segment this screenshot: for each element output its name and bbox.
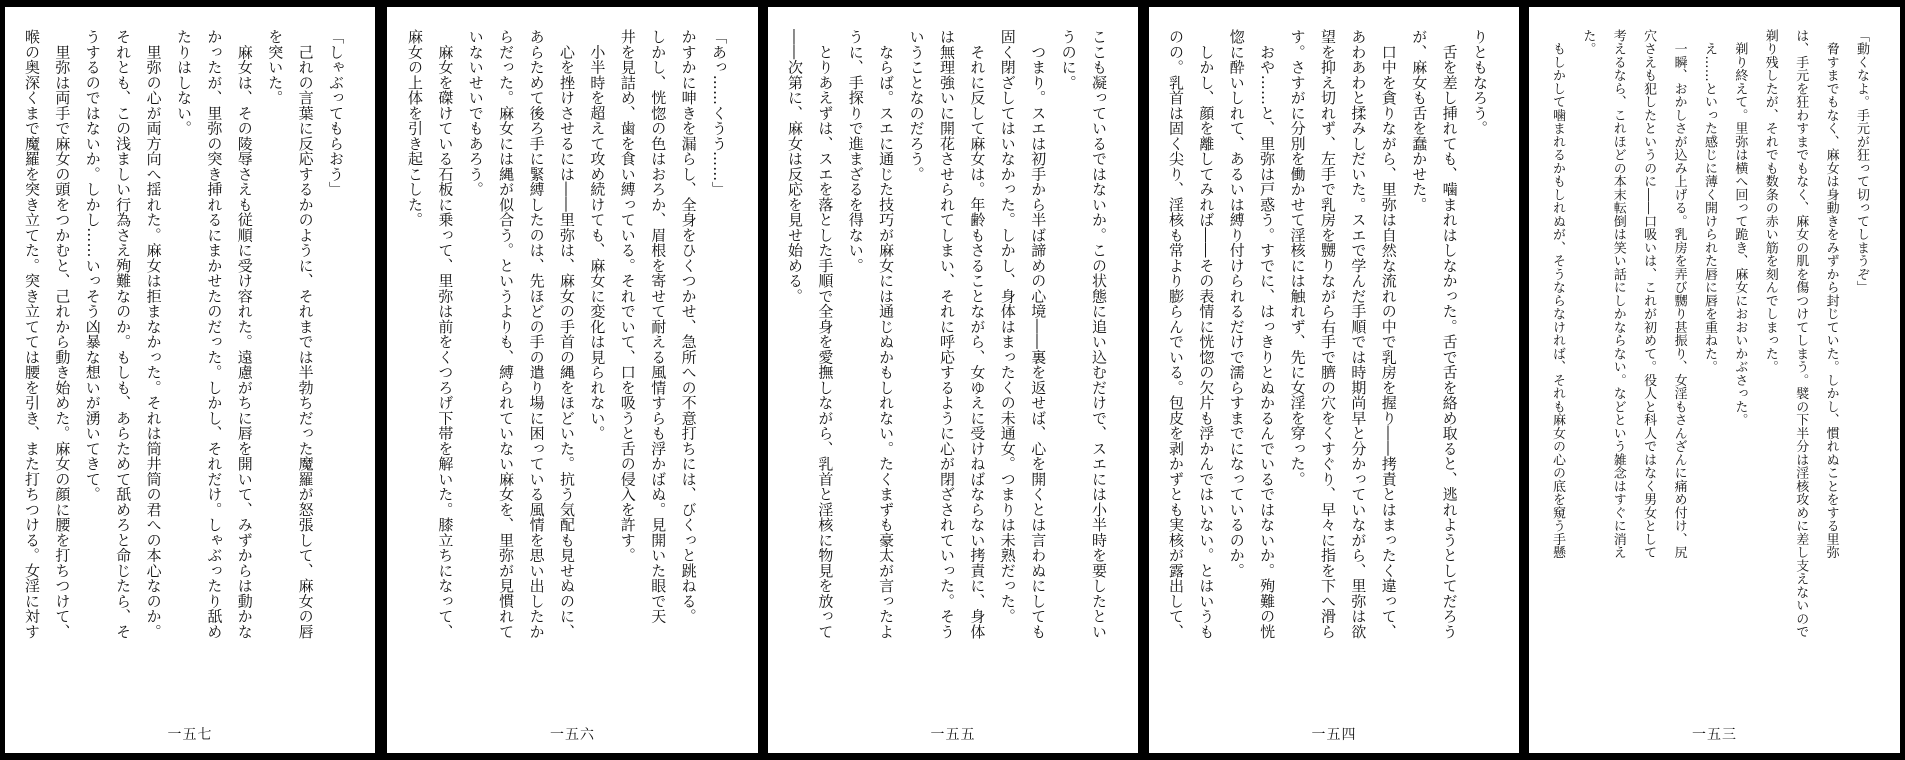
text-line: りともなろう。 xyxy=(1471,29,1489,136)
page-157 xyxy=(5,7,375,753)
text-line: 己れの言葉に反応するかのように、それまでは半勃ちだった魔羅が怒張して、麻女の唇 xyxy=(296,29,315,639)
text-line: ならば。スエに通じた技巧が麻女には通じぬかもしれない。たくまずも豪太が言ったよ xyxy=(877,29,896,639)
text-line: 喉の奥深くまで魔羅を突き立てた。突き立てては腰を引き、また打ちつける。女淫に対す xyxy=(22,29,41,639)
text-line: 「動くなよ。手元が狂って切ってしまうぞ」 xyxy=(1854,29,1869,294)
page-number: 一五四 xyxy=(1311,727,1357,743)
text-line: 麻女の上体を引き起こした。 xyxy=(405,29,424,228)
text-line: しかし、恍惚の色はおろか、眉根を寄せて耐える風情すらも浮かばぬ。見開いた眼で天 xyxy=(649,29,668,624)
text-line: あわあわと揉みしだいた。スエで学んだ手順では時期尚早と分かっていながら、里弥は欲 xyxy=(1349,29,1368,639)
page-154-text xyxy=(1161,29,1495,639)
text-line: 一瞬、おかしさが込み上げる。乳房を弄び嬲り甚振り、女淫もさんざんに痛め付け、尻 xyxy=(1671,29,1687,559)
page-153-text xyxy=(1542,29,1876,639)
text-line: とりあえずは、スエを落とした手順で全身を愛撫しながら、乳首と淫核に物見を放って xyxy=(816,29,835,639)
text-line: たりはしない。 xyxy=(174,29,193,136)
text-line: は無理強いに開花させられてしまい、それに呼応するように心が閉ざされていった。そう xyxy=(937,29,956,639)
text-line: 剃り残したが、それでも数条の赤い筋を刻んでしまった。 xyxy=(1762,29,1778,374)
page-156 xyxy=(387,7,758,753)
text-line: 麻女を磔けている石板に乗って、里弥は前をくつろげ下帯を解いた。膝立ちになって、 xyxy=(436,29,455,639)
text-line: しかし、顔を離してみれば――その表情に恍惚の欠片も浮かんではいない。とはいうも xyxy=(1197,29,1216,639)
text-line: あらためて後ろ手に緊縛したのは、先ほどの手の遣り場に困っている風情を思い出したか xyxy=(527,29,546,639)
text-line: 口中を貪りながら、里弥は自然な流れの中で乳房を握り――拷責とはまったく違って、 xyxy=(1379,29,1398,639)
text-line: 「あっ……くうう……」 xyxy=(710,29,728,197)
text-line: かすかに呻きを漏らし、全身をひくつかせ、急所への不意打ちには、びくっと跳ねる。 xyxy=(679,29,698,624)
text-line: 里弥は両手で麻女の頭をつかむと、己れから動き始めた。麻女の顔に腰を打ちつけて、 xyxy=(53,29,72,639)
text-line: た。 xyxy=(1580,29,1596,56)
page-155 xyxy=(768,7,1138,753)
text-line: ここも凝っているではないか。この状態に追い込むだけで、スエには小半時を要したとい xyxy=(1090,29,1108,639)
text-line: 剃り終えて。里弥は横へ回って跪き、麻女におおいかぶさった。 xyxy=(1732,29,1748,427)
page-156-text xyxy=(400,29,734,639)
text-line: 望を抑え切れず、左手で乳房を嬲りながら右手で臍の穴をくすぐり、早々に指を下へ滑ら xyxy=(1318,29,1337,639)
text-line: もしかして噛まれるかもしれぬが、そうならなければ、それも麻女の心の底を窺う手懸 xyxy=(1549,29,1565,559)
text-line: す。さすがに分別を働かせて淫核には触れず、先に女淫を穿った。 xyxy=(1288,29,1307,487)
text-line: ――次第に、麻女は反応を見せ始める。 xyxy=(785,29,804,304)
text-line: 「しゃぶってもらおう」 xyxy=(327,29,345,197)
text-line: 里弥の心が両方向へ揺れた。麻女は拒まなかった。それは筒井筒の君への本心なのか。 xyxy=(144,29,163,639)
text-line: 脅すまでもなく、麻女は身動きをみずから封じていた。しかし、慣れぬことをする里弥 xyxy=(1823,29,1839,559)
text-line: いないせいでもあろう。 xyxy=(466,29,485,197)
page-155-text xyxy=(780,29,1114,639)
text-line: それに反して麻女は。年齢もさることながら、女ゆえに受けねばならない拷責に、身体 xyxy=(968,29,987,639)
page-number: 一五三 xyxy=(1692,727,1737,743)
text-line: のの。乳首は固く尖り、淫核も常より膨らんでいる。包皮を剥かずとも実核が露出して、 xyxy=(1166,29,1185,639)
text-line: うに、手探りで進まざるを得ない。 xyxy=(846,29,865,273)
page-153 xyxy=(1529,7,1900,753)
text-line: は、手元を狂わすまでもなく、麻女の肌を傷つけてしまう。襞の下半分は淫核攻めに差し支えないので xyxy=(1793,29,1809,639)
text-line: 井を見詰め、歯を食い縛っている。それでいて、口を吸うと舌の侵入を許す。 xyxy=(618,29,637,563)
page-number: 一五七 xyxy=(167,727,213,743)
page-157-text xyxy=(17,29,351,639)
text-line: 考えるなら、これほどの本末転倒は笑い話にしかならない。などという雑念はすぐに消え xyxy=(1610,29,1626,559)
text-line: 穴さえも犯したというのに――口吸いは、これが初めて。役人と科人ではなく男女として xyxy=(1641,29,1657,559)
text-line: え……といった感じに薄く開けられた唇に唇を重ねた。 xyxy=(1701,29,1717,374)
text-line: を突いた。 xyxy=(266,29,285,106)
text-line: 惚に酔いしれて、あるいは縛り付けられるだけで濡らすまでになっているのか。 xyxy=(1227,29,1246,578)
page-154 xyxy=(1149,7,1519,753)
text-line: かったが、里弥の突き挿れるにまかせたのだった。しかし、それだけ。しゃぶったり舐め xyxy=(205,29,224,639)
text-line: それとも、この浅ましい行為さえ殉難なのか。もしも、あらためて舐めろと命じたら、そ xyxy=(114,29,133,639)
text-line: 舌を差し挿れても、噛まれはしなかった。舌で舌を絡め取ると、逃れようとしてだろう xyxy=(1440,29,1459,639)
page-number: 一五五 xyxy=(930,727,976,743)
text-line: つまり。スエは初手から半ば諦めの心境――裏を返せば、心を開くとは言わぬにしても xyxy=(1029,29,1048,639)
text-line: 心を挫けさせるには――里弥は、麻女の手首の縄をほどいた。抗う気配も見せぬのに、 xyxy=(557,29,576,639)
text-line: 固く閉ざしてはいなかった。しかし、身体はまったくの未通女。つまりは未熟だった。 xyxy=(998,29,1017,624)
text-line: らだった。麻女には縄が似合う。というよりも、縛られていない麻女を、里弥が見慣れて xyxy=(497,29,516,639)
text-line: うのに。 xyxy=(1059,29,1078,90)
text-line: うするのではないか。しかし……いっそう凶暴な想いが湧いてきて。 xyxy=(83,29,102,502)
text-line: おや……と、里弥は戸惑う。すでに、はっきりとぬかるんでいるではないか。殉難の恍 xyxy=(1258,29,1277,639)
text-line: いうことなのだろう。 xyxy=(907,29,926,182)
text-line: 麻女は、その陵辱さえも従順に受け容れた。遠慮がちに唇を開いて、みずからは動かな xyxy=(235,29,254,639)
page-number: 一五六 xyxy=(550,727,595,743)
text-line: 小半時を超えて攻め続けても、麻女に変化は見られない。 xyxy=(588,29,607,441)
text-line: が、麻女も舌を蠢かせた。 xyxy=(1410,29,1429,212)
